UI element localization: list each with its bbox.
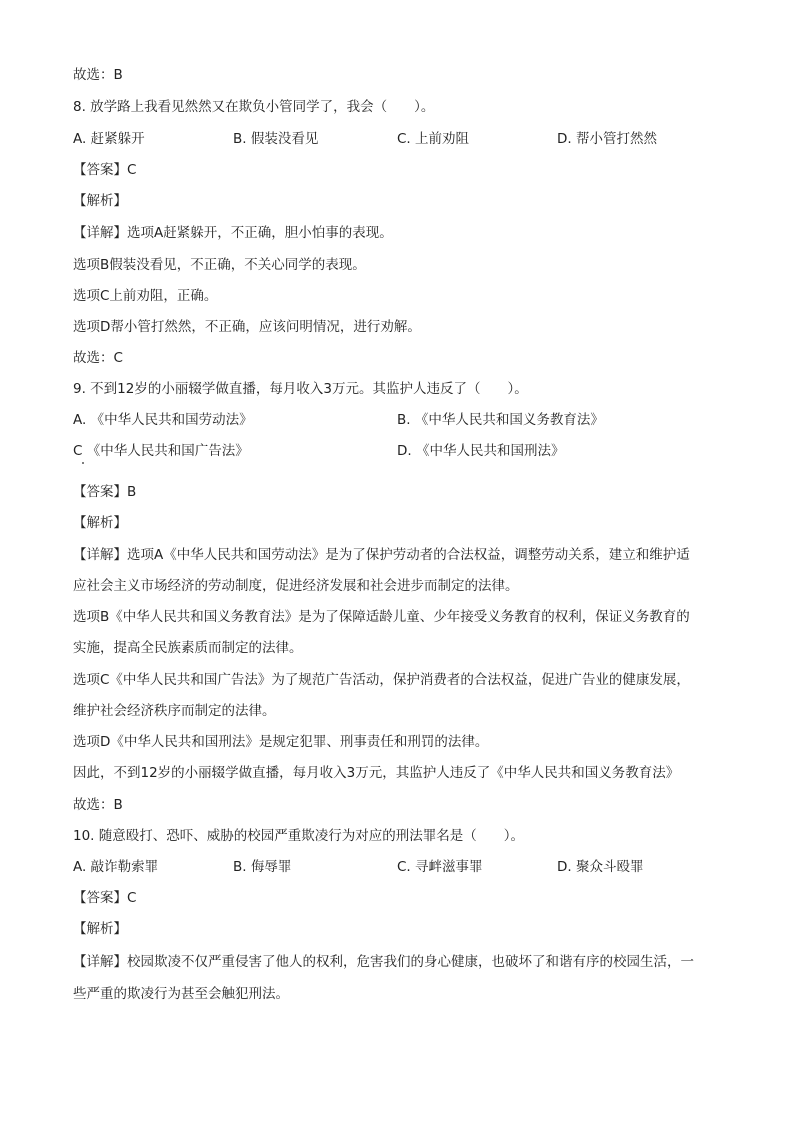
question-10: 10. 随意殴打、恐吓、威胁的校园严重欺凌行为对应的刑法罪名是（ ）。 <box>73 828 525 844</box>
text-line: 选项D《中华人民共和国刑法》是规定犯罪、刑事责任和刑罚的法律。 <box>73 734 489 750</box>
text-line: 【详解】校园欺凌不仅严重侵害了他人的权利，危害我们的身心健康，也破坏了和谐有序的校园生活，一 <box>73 954 694 970</box>
text-line: 故选：C <box>73 350 123 366</box>
text-line: 故选：B <box>73 797 123 813</box>
analysis-label: 【解析】 <box>73 921 127 937</box>
option-b: B. 《中华人民共和国义务教育法》 <box>397 412 604 428</box>
option-c: C. 上前劝阻 <box>397 131 470 147</box>
question-9: 9. 不到12岁的小丽辍学做直播，每月收入3万元。其监护人违反了（ ）。 <box>73 381 528 397</box>
text-line: 些严重的欺凌行为甚至会触犯刑法。 <box>73 986 289 1002</box>
text-line: 选项C《中华人民共和国广告法》为了规范广告活动，保护消费者的合法权益，促进广告业的健康发展， <box>73 672 690 688</box>
stray-dot <box>82 462 84 464</box>
text-line: 维护社会经济秩序而制定的法律。 <box>73 703 276 719</box>
option-b: B. 假装没看见 <box>233 131 319 147</box>
analysis-label: 【解析】 <box>73 515 127 531</box>
text-line: 【详解】选项A赶紧躲开，不正确，胆小怕事的表现。 <box>73 225 393 241</box>
option-d: D. 聚众斗殴罪 <box>557 859 644 875</box>
text-line: 因此，不到12岁的小丽辍学做直播，每月收入3万元，其监护人违反了《中华人民共和国义务教育法》 <box>73 765 680 781</box>
text-line: 故选：B <box>73 67 123 83</box>
text-line: 选项C上前劝阻，正确。 <box>73 288 218 304</box>
text-line: 选项D帮小管打然然，不正确，应该问明情况，进行劝解。 <box>73 319 421 335</box>
answer-label: 【答案】B <box>73 484 137 500</box>
option-c: C 《中华人民共和国广告法》 <box>73 443 249 459</box>
text-line: 【详解】选项A《中华人民共和国劳动法》是为了保护劳动者的合法权益，调整劳动关系，建立和维护适 <box>73 547 690 563</box>
text-line: 选项B《中华人民共和国义务教育法》是为了保障适龄儿童、少年接受义务教育的权利，保证义务教育的 <box>73 609 690 625</box>
option-d: D. 《中华人民共和国刑法》 <box>397 443 565 459</box>
analysis-label: 【解析】 <box>73 193 127 209</box>
option-b: B. 侮辱罪 <box>233 859 292 875</box>
question-8: 8. 放学路上我看见然然又在欺负小管同学了，我会（ ）。 <box>73 99 435 115</box>
answer-label: 【答案】C <box>73 162 137 178</box>
text-line: 选项B假装没看见，不正确，不关心同学的表现。 <box>73 257 366 273</box>
text-line: 实施，提高全民族素质而制定的法律。 <box>73 640 303 656</box>
option-d: D. 帮小管打然然 <box>557 131 657 147</box>
answer-label: 【答案】C <box>73 890 137 906</box>
option-c: C. 寻衅滋事罪 <box>397 859 483 875</box>
option-a: A. 赶紧躲开 <box>73 131 145 147</box>
option-a: A. 敲诈勒索罪 <box>73 859 159 875</box>
option-a: A. 《中华人民共和国劳动法》 <box>73 412 253 428</box>
text-line: 应社会主义市场经济的劳动制度，促进经济发展和社会进步而制定的法律。 <box>73 578 519 594</box>
